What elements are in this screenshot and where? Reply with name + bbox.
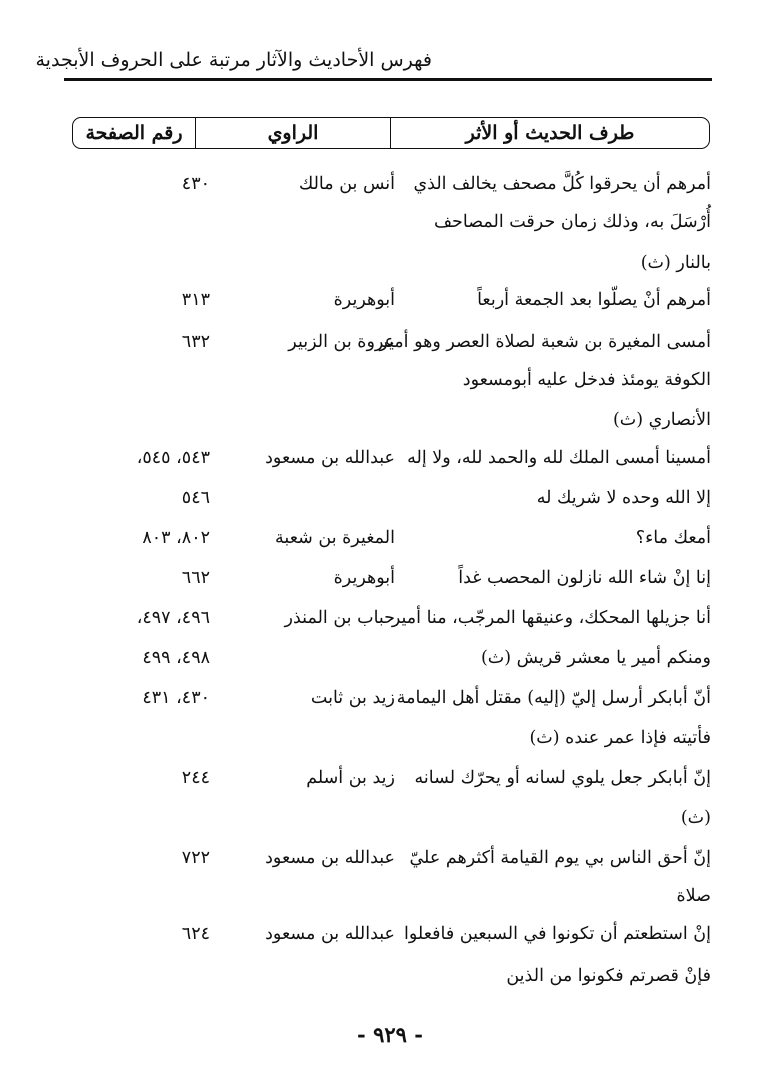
entry-text-line: بالنار (ث)	[640, 253, 711, 273]
entry-narrator: زيد بن ثابت	[310, 688, 395, 708]
entry-pages-continued: ٥٤٦	[181, 488, 210, 508]
entry-pages: ٤٩٦، ٤٩٧،	[136, 608, 210, 628]
column-page-label: رقم الصفحة	[85, 122, 183, 144]
entry-narrator: أبوهريرة	[333, 568, 395, 588]
entry-narrator: زيد بن أسلم	[306, 768, 395, 788]
entry-pages: ٦٢٤	[181, 924, 210, 944]
entry-pages: ٨٠٢، ٨٠٣	[142, 528, 210, 548]
entry-text-line: أمسينا أمسى الملك لله والحمد لله، ولا إله	[407, 448, 711, 468]
column-header	[72, 117, 710, 149]
entry-text-line: (ث)	[680, 808, 711, 828]
entry-text-line: فإنْ قصرتم فكونوا من الذين	[506, 966, 711, 986]
entry-text-line: صلاة	[676, 886, 711, 906]
entry-text-line: إنْ استطعتم أن تكونوا في السبعين فافعلوا	[404, 924, 711, 944]
entry-pages: ٣١٣	[181, 290, 210, 310]
column-narrator-label: الراوي	[195, 118, 390, 148]
entry-text-line: أمسى المغيرة بن شعبة لصلاة العصر وهو أمير	[379, 332, 711, 352]
entry-text-line: أُرْسَلَ به، وذلك زمان حرقت المصاحف	[433, 212, 711, 232]
entry-narrator: حباب بن المنذر	[284, 608, 395, 628]
entry-pages: ٤٣٠	[181, 174, 210, 194]
entry-narrator: عبدالله بن مسعود	[265, 448, 395, 468]
entry-narrator: عروة بن الزبير	[288, 332, 395, 352]
page-number: - ٩٢٩ -	[357, 1022, 423, 1047]
entry-pages: ٦٦٢	[181, 568, 210, 588]
entry-text-line: إنّ أحق الناس بي يوم القيامة أكثرهم عليّ	[409, 848, 711, 868]
entry-text-line: إلا الله وحده لا شريك له	[536, 488, 711, 508]
entry-text-line: أمعك ماء؟	[635, 528, 711, 548]
entry-text-line: إنا إنْ شاء الله نازلون المحصب غداً	[458, 568, 711, 588]
entry-pages: ٦٣٢	[181, 332, 210, 352]
entry-pages: ٧٢٢	[181, 848, 210, 868]
entry-text-line: إنّ أبابكر جعل يلوي لسانه أو يحرّك لسانه	[414, 768, 711, 788]
entry-narrator: المغيرة بن شعبة	[275, 528, 395, 548]
entry-narrator: أنس بن مالك	[298, 174, 395, 194]
entry-pages: ٥٤٣، ٥٤٥،	[136, 448, 210, 468]
entry-text-line: الكوفة يومئذ فدخل عليه أبومسعود	[462, 370, 711, 390]
entry-narrator: عبدالله بن مسعود	[265, 848, 395, 868]
entry-pages-continued: ٤٩٨، ٤٩٩	[142, 648, 210, 668]
entry-narrator: أبوهريرة	[333, 290, 395, 310]
column-hadith-label: طرف الحديث أو الأثر	[390, 118, 709, 148]
entry-text-line: فأتيته فإذا عمر عنده (ث)	[529, 728, 711, 748]
entry-text-line: ومنكم أمير يا معشر قريش (ث)	[480, 648, 711, 668]
entry-pages: ٤٣٠، ٤٣١	[142, 688, 210, 708]
header-rule	[64, 78, 712, 81]
entry-text-line: أمرهم أن يحرقوا كُلَّ مصحف يخالف الذي	[413, 174, 711, 194]
entry-narrator: عبدالله بن مسعود	[265, 924, 395, 944]
entry-text-line: أمرهم أنْ يصلّوا بعد الجمعة أربعاً	[477, 290, 711, 310]
running-head: فهرس الأحاديث والآثار مرتبة على الحروف الأبجدية	[35, 49, 432, 71]
entry-text-line: الأنصاري (ث)	[612, 410, 711, 430]
entry-text-line: أنّ أبابكر أرسل إليّ (إليه) مقتل أهل اليمامة	[396, 688, 711, 708]
entry-text-line: أنا جزيلها المحكك، وعنيقها المرجّب، منا أمير	[391, 608, 711, 628]
entry-pages: ٢٤٤	[181, 768, 210, 788]
